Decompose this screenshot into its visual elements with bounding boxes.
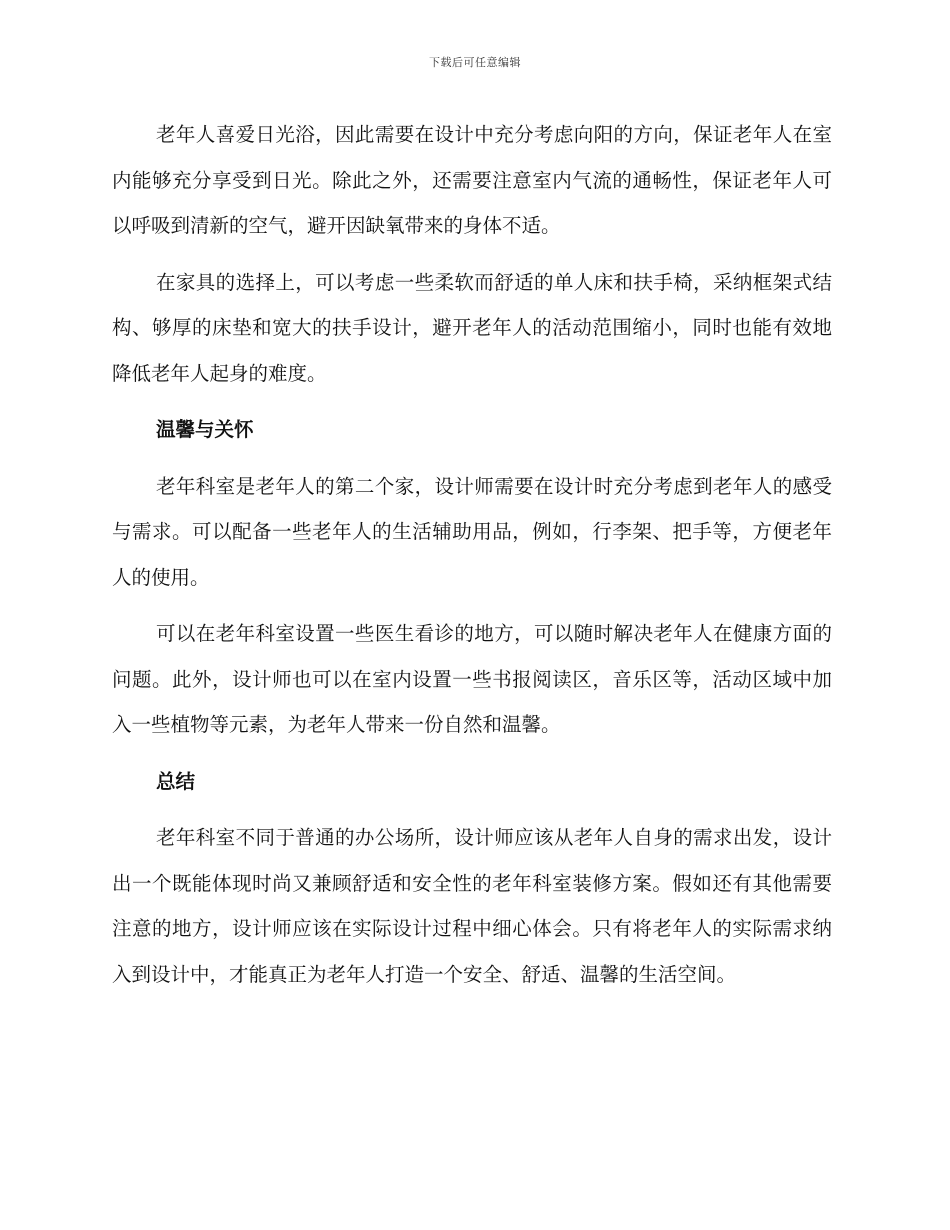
paragraph-summary: 老年科室不同于普通的办公场所，设计师应该从老年人自身的需求出发，设计出一个既能体现时尚又兼顾舒适和安全性的老年科室装修方案。假如还有其他需要注意的地方，设计师应该在实际设计过程中细心体会。只有将老年人的实际需求纳入到设计中，才能真正为老年人打造一个安全、舒适、温馨的生活空间。: [112, 826, 832, 986]
section-heading-summary: 总结: [156, 769, 196, 793]
page-header-note: 下载后可任意编辑: [429, 56, 521, 69]
paragraph-clinic-areas: 可以在老年科室设置一些医生看诊的地方，可以随时解决老年人在健康方面的问题。此外，设计师也可以在室内设置一些书报阅读区，音乐区等，活动区域中加入一些植物等元素，为老年人带来一份自然和温馨。: [112, 622, 832, 736]
section-heading-warmth-care: 温馨与关怀: [156, 418, 254, 441]
document-body: [112, 112, 832, 1008]
paragraph-sunlight-ventilation: 老年人喜爱日光浴，因此需要在设计中充分考虑向阳的方向，保证老年人在室内能够充分享受到日光。除此之外，还需要注意室内气流的通畅性，保证老年人可以呼吸到清新的空气，避开因缺氧带来的身体不适。: [112, 123, 832, 237]
paragraph-second-home: 老年科室是老年人的第二个家，设计师需要在设计时充分考虑到老年人的感受与需求。可以配备一些老年人的生活辅助用品，例如，行李架、把手等，方便老年人的使用。: [112, 474, 832, 589]
paragraph-furniture: 在家具的选择上，可以考虑一些柔软而舒适的单人床和扶手椅，采纳框架式结构、够厚的床垫和宽大的扶手设计，避开老年人的活动范围缩小，同时也能有效地降低老年人起身的难度。: [112, 270, 832, 385]
